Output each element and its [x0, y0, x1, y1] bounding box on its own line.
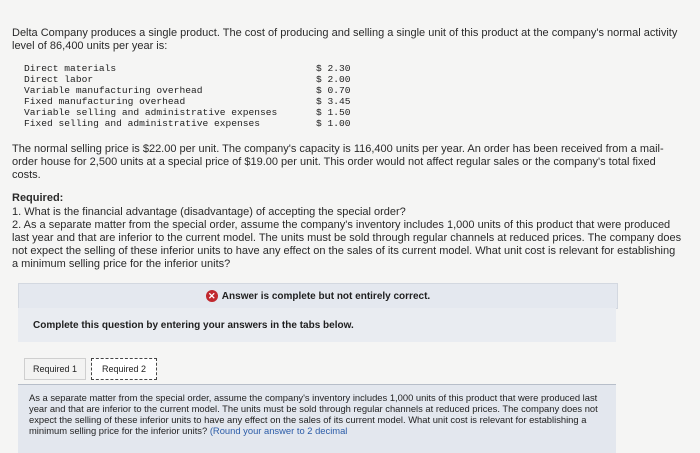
- cost-row: [24, 118, 364, 129]
- answer-prompt: [29, 392, 614, 436]
- required-heading: Required:: [12, 192, 64, 204]
- answer-panel: [18, 384, 616, 453]
- cost-table: [24, 63, 364, 129]
- cost-row: [24, 74, 364, 85]
- cost-row: [24, 63, 364, 74]
- cost-amount: $ 1.50: [316, 107, 351, 118]
- cost-row: [24, 96, 364, 107]
- cost-label: Fixed selling and administrative expenses: [24, 118, 261, 129]
- cost-label: Fixed manufacturing overhead: [24, 96, 186, 107]
- x-circle-icon: ✕: [206, 290, 218, 302]
- cost-amount: $ 2.30: [316, 63, 351, 74]
- cost-amount: $ 1.00: [316, 118, 351, 129]
- cost-amount: $ 3.45: [316, 96, 351, 107]
- instruction-text: Complete this question by entering your answers in the tabs below.: [33, 320, 354, 331]
- status-text: Answer is complete but not entirely correct.: [221, 290, 431, 302]
- question-1: 1. What is the financial advantage (disadvantage) of accepting the special order?: [12, 206, 406, 218]
- cost-label: Direct materials: [24, 63, 117, 74]
- cost-label: Variable selling and administrative expenses: [24, 107, 278, 118]
- question-2: 2. As a separate matter from the special order, assume the company's inventory includes 1,000 units of this product that were produced last year and that are inferior to the current model. The units must be sold through regular channels at reduced prices. The company does not expect the selling of these inferior units to have any effect on the sales of its current model. What unit cost is relevant for establishing a minimum selling price for the inferior units?: [12, 219, 682, 270]
- status-banner: [18, 283, 618, 309]
- cost-amount: $ 0.70: [316, 85, 351, 96]
- cost-row: [24, 85, 364, 96]
- cost-row: [24, 107, 364, 118]
- tab-required-1[interactable]: Required 1: [24, 358, 86, 380]
- cost-label: Direct labor: [24, 74, 94, 85]
- selling-price-text: The normal selling price is $22.00 per unit. The company's capacity is 116,400 units per year. An order has been received from a mail-order house for 2,500 units at a special price of $19.00 per unit. This order would not affect regular sales or the company's total fixed costs.: [12, 143, 664, 181]
- cost-amount: $ 2.00: [316, 74, 351, 85]
- problem-intro: Delta Company produces a single product. The cost of producing and selling a single unit of this product at the company's normal activity level of 86,400 units per year is:: [12, 27, 678, 52]
- rounding-hint: (Round your answer to 2 decimal: [209, 425, 348, 436]
- instruction-panel: [18, 308, 616, 342]
- answer-question: As a separate matter from the special order, assume the company's inventory includes 1,000 units of this product that were produced last year and that are inferior to the current model. The units must be sold through regular channels at reduced prices. The company does not expect the selling of these inferior units to have any effect on the sales of its current model. What unit cost is relevant for establishing a minimum selling price for the inferior units?: [29, 392, 598, 436]
- cost-label: Variable manufacturing overhead: [24, 85, 203, 96]
- tab-required-2[interactable]: Required 2: [91, 358, 157, 380]
